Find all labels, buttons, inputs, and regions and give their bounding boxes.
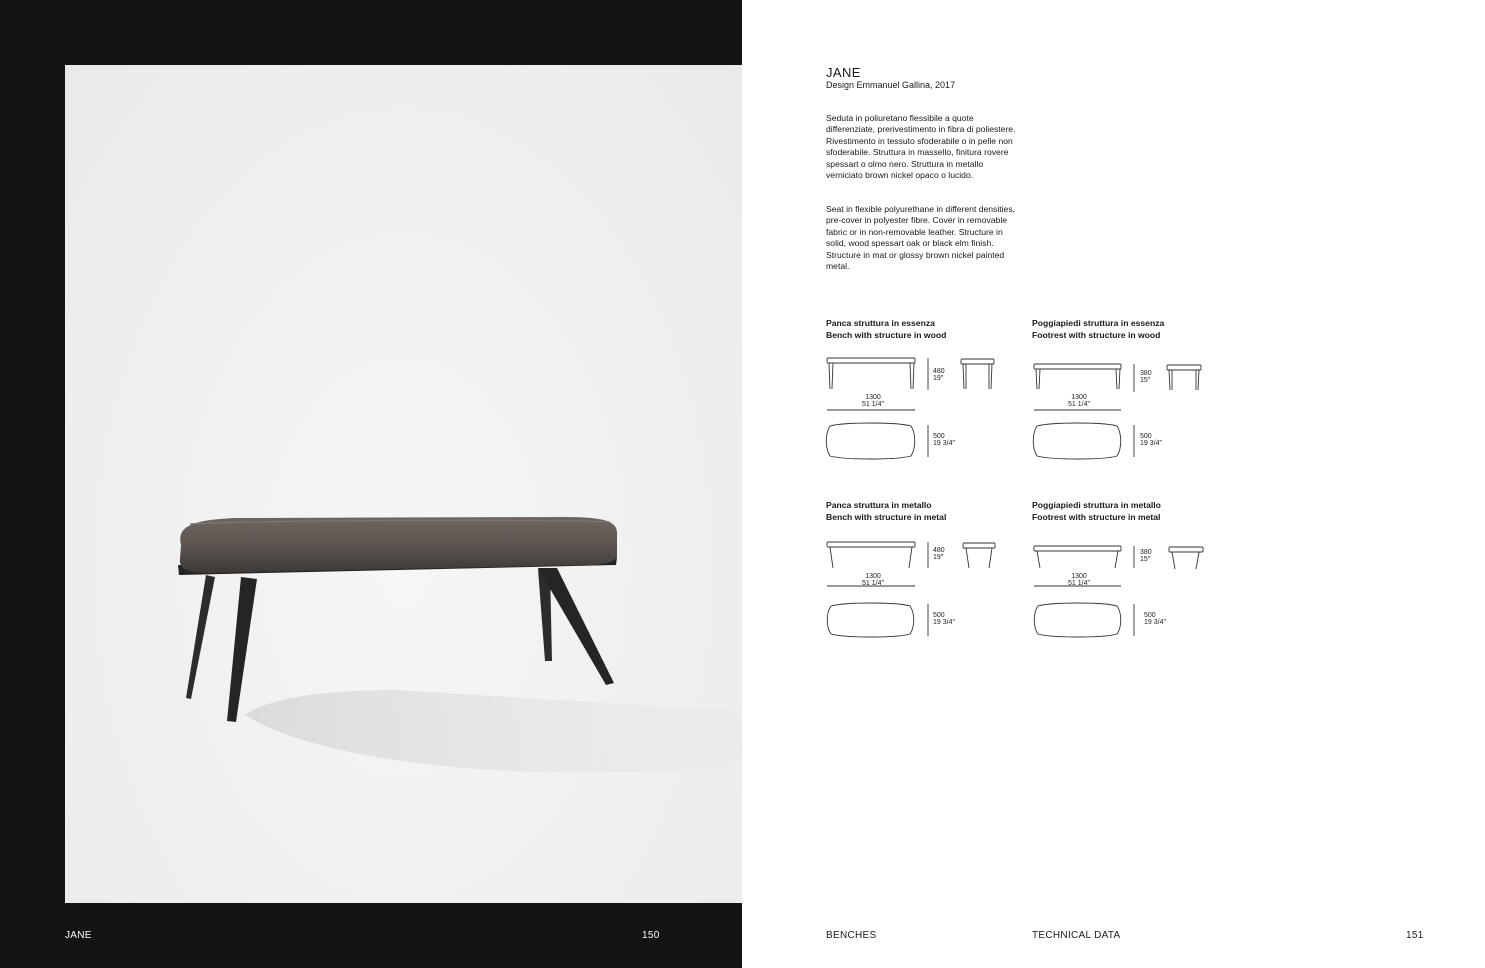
section-title-it: Poggiapiedi struttura in metallo xyxy=(1032,500,1161,510)
height-dimension: 480 19" xyxy=(933,368,945,382)
left-page xyxy=(0,0,742,968)
product-photo xyxy=(65,65,742,903)
width-dimension: 1300 51 1/4" xyxy=(862,573,884,587)
width-dimension: 1300 51 1/4" xyxy=(1068,573,1090,587)
depth-dimension: 500 19 3/4" xyxy=(933,612,955,626)
section-title-en: Bench with structure in metal xyxy=(826,511,947,522)
footer-section: TECHNICAL DATA xyxy=(1032,930,1121,941)
page-number-right: 151 xyxy=(1406,930,1424,941)
metal-bench-drawings xyxy=(826,540,996,640)
footer-product-name: JANE xyxy=(65,930,92,941)
depth-dimension: 500 19 3/4" xyxy=(933,433,955,447)
depth-dimension: 500 19 3/4" xyxy=(1144,612,1166,626)
height-dimension: 380 15" xyxy=(1140,370,1152,384)
section-title-en: Footrest with structure in wood xyxy=(1032,329,1161,340)
wood-bench-drawings xyxy=(826,356,996,471)
height-dimension: 480 19" xyxy=(933,547,945,561)
section-title-it: Panca struttura in essenza xyxy=(826,318,935,328)
metal-footrest-drawings xyxy=(1033,544,1205,640)
section-title-en: Bench with structure in wood xyxy=(826,329,947,340)
section-metal-footrest-title xyxy=(1032,500,1161,523)
depth-dimension: 500 19 3/4" xyxy=(1140,433,1162,447)
section-title-it: Panca struttura in metallo xyxy=(826,500,932,510)
footer-category: BENCHES xyxy=(826,930,877,941)
description-italian: Seduta in poliuretano flessibile a quote differenziate, prerivestimento in fibra di poliestere. Rivestimento in tessuto sfoderabile o in pelle non sfoderabile. Struttura in massello, finitura rovere spessart o olmo nero. Struttura in metallo verniciato brown nickel opaco o lucido. xyxy=(826,113,1016,181)
product-title: JANE xyxy=(826,65,861,80)
width-dimension: 1300 51 1/4" xyxy=(862,394,884,408)
section-wood-footrest-title xyxy=(1032,318,1164,341)
section-wood-bench-title xyxy=(826,318,946,341)
width-dimension: 1300 51 1/4" xyxy=(1068,394,1090,408)
page-number-left: 150 xyxy=(642,930,660,941)
designer-credit: Design Emmanuel Gallina, 2017 xyxy=(826,80,956,90)
wood-footrest-drawings xyxy=(1033,362,1205,462)
section-title-it: Poggiapiedi struttura in essenza xyxy=(1032,318,1165,328)
bench-photo-illustration xyxy=(65,65,742,903)
section-metal-bench-title xyxy=(826,500,946,523)
section-title-en: Footrest with structure in metal xyxy=(1032,511,1161,522)
height-dimension: 380 15" xyxy=(1140,549,1152,563)
description-english: Seat in flexible polyurethane in different densities, pre-cover in polyester fibre. Cover in removable fabric or in non-removable leather. Structure in solid, wood spessart oak or black elm finish. Structure in mat or glossy brown nickel painted metal. xyxy=(826,204,1016,272)
